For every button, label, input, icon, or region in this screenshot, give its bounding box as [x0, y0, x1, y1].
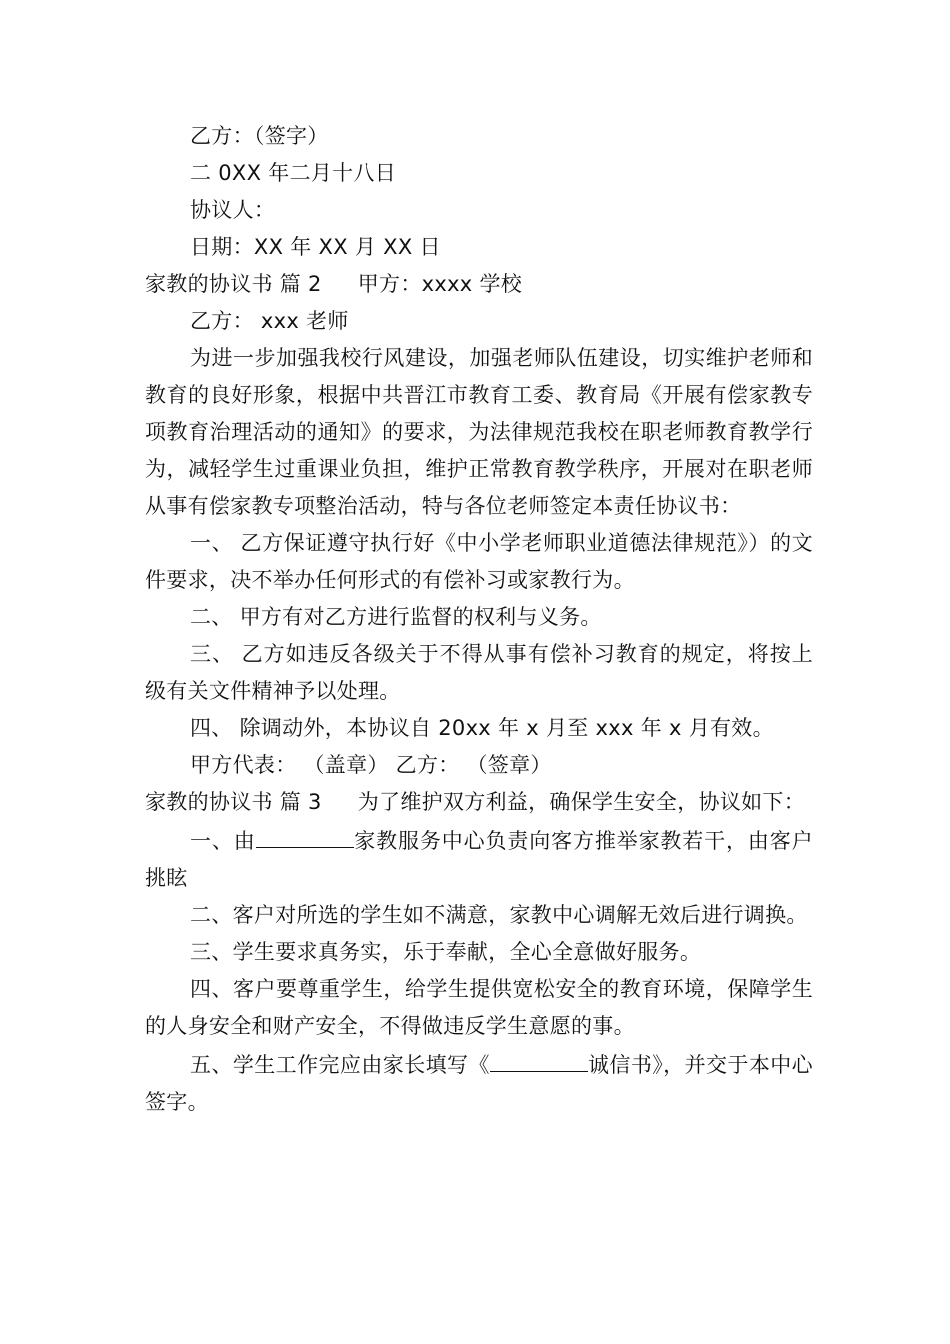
fill-in-blank	[490, 1045, 588, 1072]
signatory-line: 协议人：	[190, 198, 276, 222]
agreement-date-line: 日期：XX 年 XX 月 XX 日	[190, 235, 441, 259]
clause-3-4: 四、客户要尊重学生，给学生提供宽松安全的教育环境，保障学生的人身安全和财产安全，不得做违反学生意愿的事。	[145, 977, 813, 1038]
section-3-intro: 为了维护双方利益，确保学生安全，协议如下：	[357, 790, 806, 814]
clause-3-2: 二、客户对所选的学生如不满意，家教中心调解无效后进行调换。	[190, 903, 808, 927]
section-2-signature-line: 甲方代表： （盖章） 乙方： （签章）	[190, 753, 552, 777]
party-b-teacher-line: 乙方： xxx 老师	[190, 309, 349, 333]
clause-2-3: 三、 乙方如违反各级关于不得从事有偿补习教育的规定，将按上级有关文件精神予以处理。	[145, 642, 813, 703]
clause-3-1-lead: 一、由	[190, 829, 256, 853]
clause-2-2: 二、 甲方有对乙方进行监督的权利与义务。	[190, 605, 602, 629]
date-line: 二 0XX 年二月十八日	[190, 161, 397, 185]
fill-in-blank	[256, 821, 354, 848]
section-2-title: 家教的协议书 篇 2	[145, 272, 322, 296]
clause-3-1	[145, 821, 813, 897]
section-2-heading-line	[145, 266, 813, 303]
party-a-school: 甲方：xxxx 学校	[357, 272, 523, 296]
section-2-intro-paragraph: 为进一步加强我校行风建设，加强老师队伍建设，切实维护老师和教育的良好形象，根据中共晋江市教育工委、教育局《开展有偿家教专项教育治理活动的通知》的要求，为法律规范我校在职老师教育教学行为，减轻学生过重课业负担，维护正常教育教学秩序，开展对在职老师从事有偿家教专项整治活动，特与各位老师签定本责任协议书：	[145, 346, 813, 518]
clause-3-5	[145, 1045, 813, 1121]
clause-3-1-text: 家教服务中心负责向客方推举家教若干，由客户挑眩	[145, 829, 813, 890]
clause-3-5-lead: 五、学生工作完应由家长填写《	[190, 1053, 490, 1077]
clause-2-1: 一、 乙方保证遵守执行好《中小学老师职业道德法律规范》）的文件要求，决不举办任何形式的有偿补习或家教行为。	[145, 531, 813, 592]
party-b-signature-line: 乙方：（签字）	[190, 124, 329, 148]
clause-3-5-text: 诚信书》，并交于本中心签字。	[145, 1053, 813, 1114]
clause-3-3: 三、学生要求真务实，乐于奉献，全心全意做好服务。	[190, 940, 702, 964]
clause-2-4: 四、 除调动外，本协议自 20xx 年 x 月至 xxx 年 x 月有效。	[190, 716, 774, 740]
document-body	[145, 118, 813, 1121]
section-3-heading-paragraph	[145, 784, 813, 821]
section-3-title: 家教的协议书 篇 3	[145, 790, 322, 814]
